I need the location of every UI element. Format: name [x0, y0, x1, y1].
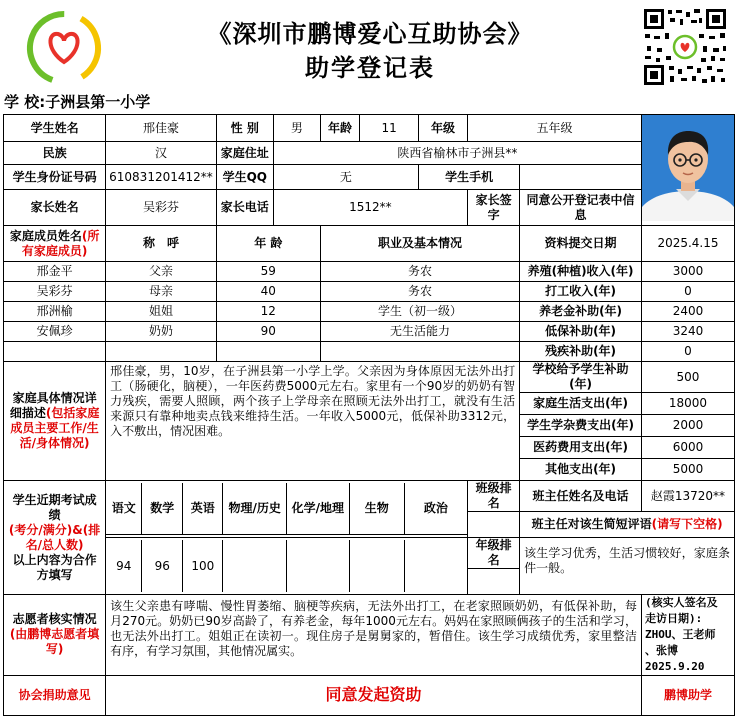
family-header-note: (所有家庭成员) — [21, 228, 100, 258]
family-member-age: 40 — [216, 282, 320, 302]
teacher-comment-header — [520, 512, 735, 538]
subject-score: 94 — [106, 540, 142, 592]
student-phone-value — [520, 165, 642, 190]
address-label: 家庭住址 — [216, 142, 273, 165]
association-logo — [22, 6, 106, 90]
class-rank-label: 班级排名 — [468, 481, 520, 512]
subject-score — [404, 540, 467, 592]
subject-header: 英语 — [183, 483, 223, 535]
score-values-table — [106, 540, 467, 592]
family-member-relation: 奶奶 — [106, 322, 217, 342]
situation-description: 邢佳豪，男，10岁，在子洲县第一小学上学。父亲因为身体原因无法外出打工（肠硬化，脑梗），一年医药费5000元左右。家里有一个90岁的奶奶有智力残疾，需要人照顾，两个孩子上学母亲在照顾无法外出打工，就没有生活来源只有靠种地卖点钱来维持生活。一年收入5000元，低保补助3312元，入不敷出，情况困难。 — [106, 362, 520, 481]
teacher-comment: 该生学习优秀，生活习惯较好，家庭条件一般。 — [520, 538, 735, 595]
subject-score: 100 — [183, 540, 223, 592]
volunteer-sign-line: 走访日期): — [644, 611, 703, 625]
scores-label — [4, 481, 106, 595]
volunteer-sign-line: 2025.9.20 — [644, 659, 705, 673]
registration-form — [3, 114, 735, 716]
subject-header: 数学 — [142, 483, 183, 535]
situation-label — [4, 362, 106, 481]
student-phone-label: 学生手机 — [418, 165, 519, 190]
school-line — [4, 91, 150, 112]
family-member-age: 59 — [216, 262, 320, 282]
family-col-relation: 称 呼 — [106, 226, 217, 262]
guardian-sign-value: 同意公开登记表中信息 — [520, 190, 642, 226]
form-title: 助学登记表 — [305, 53, 435, 82]
score-grid — [106, 481, 468, 538]
id-number-value: 610831201412** — [106, 165, 217, 190]
family-member-relation: 母亲 — [106, 282, 217, 302]
family-member-relation-empty — [106, 342, 217, 362]
submit-date-label: 资料提交日期 — [520, 226, 642, 262]
finance-label: 低保补助(年) — [520, 322, 642, 342]
family-member-age: 12 — [216, 302, 320, 322]
volunteer-description: 该生父亲患有哮喘、慢性胃萎缩、脑梗等疾病，无法外出打工，在老家照顾奶奶，有低保补助，每月270元。奶奶已90岁高龄了，有养老金，每年1000元左右。妈妈在家照顾俩孩子的生活和学习，也无法外出打工。姐姐正在读初一。现住房子是舅舅家的，暂借住。该生学习成绩优秀，家里整洁有序，有学习氛围，其他情况属实。 — [106, 595, 642, 676]
finance-value: 18000 — [641, 393, 734, 415]
family-member-name: 邢金平 — [4, 262, 106, 282]
teacher-comment-note: (请写下空格) — [651, 517, 723, 531]
subject-score — [287, 540, 350, 592]
subject-header: 化学/地理 — [287, 483, 350, 535]
situation-label-note: (包括家庭成员主要工作/生活/身体情况) — [10, 406, 100, 450]
subject-score — [349, 540, 404, 592]
age-value: 11 — [360, 115, 419, 142]
family-col-age: 年 龄 — [216, 226, 320, 262]
guardian-sign-label: 家长签字 — [468, 190, 520, 226]
family-member-name: 安佩珍 — [4, 322, 106, 342]
grade-label: 年级 — [418, 115, 467, 142]
teacher-value: 赵霞13720** — [641, 481, 734, 512]
subject-header: 政治 — [404, 483, 467, 535]
family-member-name-empty — [4, 342, 106, 362]
finance-label: 其他支出(年) — [520, 459, 642, 481]
volunteer-label-note: (由鹏博志愿者填写) — [9, 627, 100, 657]
finance-value: 0 — [641, 282, 734, 302]
gender-label: 性 别 — [216, 115, 273, 142]
family-header-label: 家庭成员姓名 — [9, 228, 82, 243]
subject-header: 物理/历史 — [223, 483, 287, 535]
finance-label: 打工收入(年) — [520, 282, 642, 302]
finance-label: 残疾补助(年) — [520, 342, 642, 362]
subject-header: 语文 — [106, 483, 142, 535]
ethnicity-value: 汉 — [106, 142, 217, 165]
finance-label: 家庭生活支出(年) — [520, 393, 642, 415]
subject-header: 生物 — [349, 483, 404, 535]
finance-value: 0 — [641, 342, 734, 362]
scores-label-text: 学生近期考试成绩 — [12, 492, 97, 522]
situation-label-text: 家庭具体情况详细描述 — [9, 391, 97, 420]
student-name-label: 学生姓名 — [4, 115, 106, 142]
finance-label: 养老金补助(年) — [520, 302, 642, 322]
score-values-grid — [106, 538, 468, 595]
volunteer-label-text: 志愿者核实情况 — [12, 612, 97, 627]
family-member-name: 吴彩芬 — [4, 282, 106, 302]
guardian-name-label: 家长姓名 — [4, 190, 106, 226]
volunteer-label — [4, 595, 106, 676]
finance-value: 3240 — [641, 322, 734, 342]
finance-value: 2000 — [641, 415, 734, 437]
subject-score: 96 — [142, 540, 183, 592]
finance-label: 学校给予学生补助(年) — [520, 362, 642, 393]
donation-label: 协会捐助意见 — [4, 675, 106, 715]
qr-code — [641, 6, 729, 88]
age-label: 年龄 — [320, 115, 359, 142]
form-title-association: 《深圳市鹏博爱心互助协会》 — [207, 19, 533, 48]
family-header — [4, 226, 106, 262]
finance-value: 5000 — [641, 459, 734, 481]
family-member-age-empty — [216, 342, 320, 362]
class-rank-value — [468, 512, 520, 538]
finance-value: 2400 — [641, 302, 734, 322]
family-member-relation: 姐姐 — [106, 302, 217, 322]
school-label: 学 校: — [4, 93, 46, 111]
family-member-relation: 父亲 — [106, 262, 217, 282]
qq-label: 学生QQ — [216, 165, 273, 190]
student-photo — [641, 115, 734, 226]
family-col-job: 职业及基本情况 — [320, 226, 519, 262]
finance-label: 养殖(种植)收入(年) — [520, 262, 642, 282]
finance-value: 3000 — [641, 262, 734, 282]
donation-opinion: 同意发起资助 — [106, 675, 642, 715]
volunteer-signature — [641, 595, 734, 676]
scores-label-filler: 以上内容为合作方填写 — [12, 552, 97, 582]
family-member-job: 无生活能力 — [320, 322, 519, 342]
volunteer-sign-line: 、张博 — [644, 643, 678, 657]
volunteer-sign-line: (核实人签名及 — [644, 596, 718, 609]
volunteer-sign-line: ZHOU、王老师 — [644, 627, 716, 641]
finance-label: 医药费用支出(年) — [520, 437, 642, 459]
teacher-comment-label: 班主任对该生简短评语 — [531, 517, 652, 531]
score-table — [106, 483, 467, 536]
finance-label: 学生学杂费支出(年) — [520, 415, 642, 437]
family-member-job-empty — [320, 342, 519, 362]
grade-value: 五年级 — [468, 115, 642, 142]
submit-date-value: 2025.4.15 — [641, 226, 734, 262]
grade-rank-value — [468, 569, 520, 595]
grade-rank-label: 年级排名 — [468, 538, 520, 569]
guardian-name: 吴彩芬 — [106, 190, 217, 226]
address-value: 陕西省榆林市子洲县** — [273, 142, 641, 165]
guardian-phone: 1512** — [273, 190, 467, 226]
finance-value: 6000 — [641, 437, 734, 459]
student-name: 邢佳豪 — [106, 115, 217, 142]
family-member-name: 邢洲榆 — [4, 302, 106, 322]
id-number-label: 学生身份证号码 — [4, 165, 106, 190]
student-photo-image — [642, 115, 734, 221]
ethnicity-label: 民族 — [4, 142, 106, 165]
gender-value: 男 — [273, 115, 320, 142]
guardian-phone-label: 家长电话 — [216, 190, 273, 226]
teacher-label: 班主任姓名及电话 — [520, 481, 642, 512]
donation-org: 鹏博助学 — [641, 675, 734, 715]
family-member-age: 90 — [216, 322, 320, 342]
family-member-job: 务农 — [320, 262, 519, 282]
scores-label-note: (考分/满分)&(排名/总人数) — [8, 522, 101, 552]
family-member-job: 学生（初一级） — [320, 302, 519, 322]
school-name: 子洲县第一小学 — [45, 93, 151, 111]
finance-value: 500 — [641, 362, 734, 393]
family-member-job: 务农 — [320, 282, 519, 302]
qq-value: 无 — [273, 165, 418, 190]
subject-score — [223, 540, 287, 592]
